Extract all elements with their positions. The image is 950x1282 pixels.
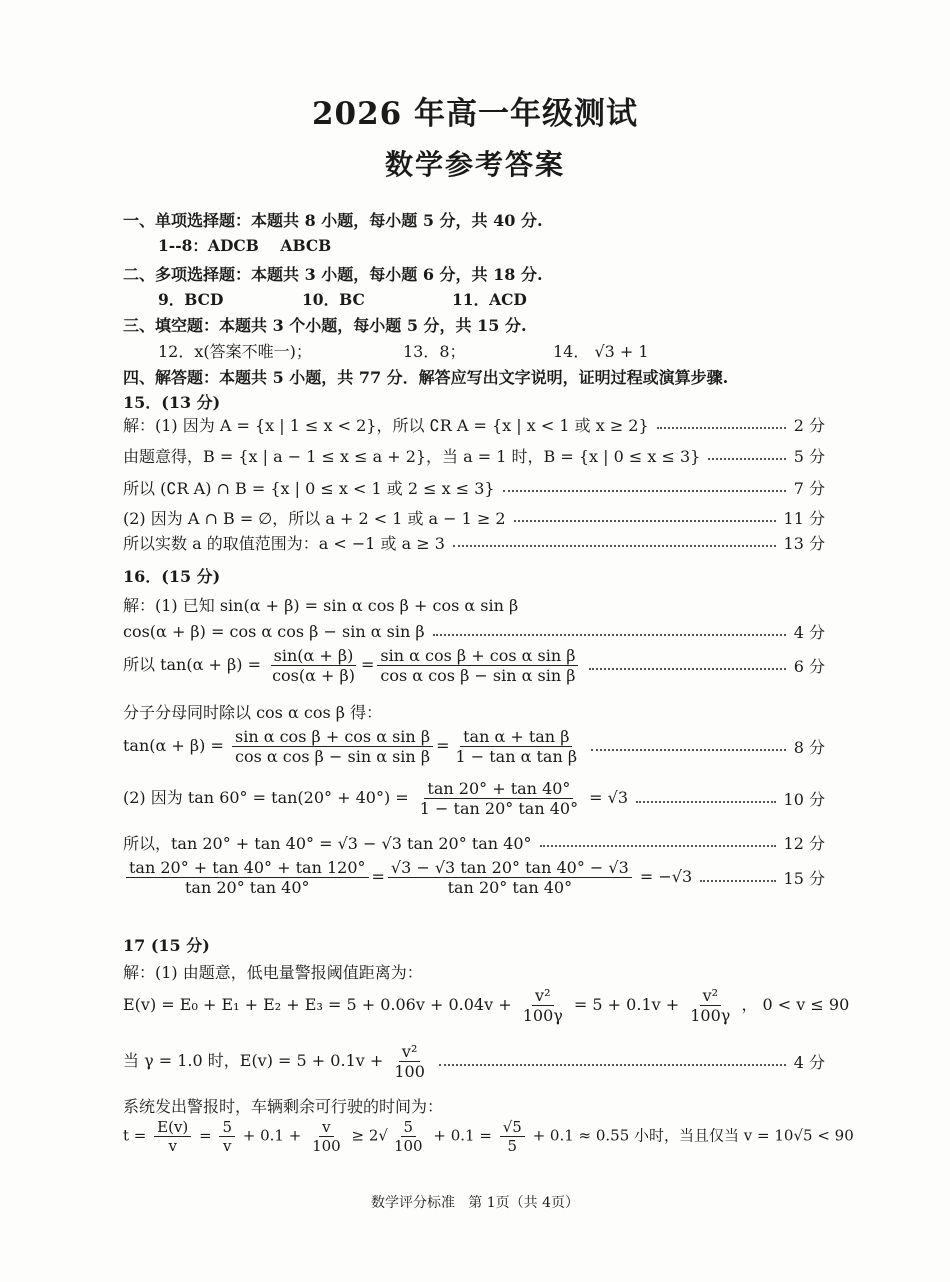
fraction: $\frac{\text{v²}}{100\gamma}$ [690,986,731,1026]
q17-line-4 [123,1094,825,1117]
answer-11: 11．ACD [452,290,527,309]
fraction: $\frac{\text{v²}}{100\gamma}$ [522,986,563,1026]
q17-line-1 [123,960,825,983]
q15-line-4-score: 11 分 [783,509,825,528]
q16-line-3-prefix: 所以 tan(α + β) = [123,655,261,675]
q16-heading: 16．(15 分) [123,567,221,586]
q16-line-4-text: 分子分母同时除以 cos α cos β 得： [123,703,383,722]
q16-line-6 [123,779,825,818]
q16-line-3-score: 6 分 [793,657,825,677]
q16-line-6-prefix: (2) 因为 tan 60° = tan(20° + 40°) = [123,788,409,808]
fraction: $\frac{E(v)}{v}$ [154,1118,191,1155]
fraction: $\frac{\text{tan α + tan β}}{\text{1 − tan α tan β}}$ [455,727,578,767]
dotted-leader [514,520,776,522]
fraction: $\frac{√5}{5}$ [500,1118,525,1155]
fraction: $\frac{√3 - √3 \tan 20^\circ \tan 40^\circ - √3}{\tan 20^\circ \tan 40^\circ}$ [388,858,632,897]
q15-line-2 [123,444,825,467]
q16-line-2-score: 4 分 [793,623,825,642]
fraction: $\frac{\text{sin α cos β + cos α sin β}}{\text{cos α cos β − sin α sin β}}$ [232,727,433,766]
section-single-choice-title: 一、单项选择题：本题共 8 小题，每小题 5 分，共 40 分. [123,211,543,230]
page-title: 2026 年高一年级测试 [311,96,639,132]
q16-line-6-suffix: = √3 [589,788,629,808]
dotted-leader [540,845,776,847]
q15-line-3-score: 7 分 [793,479,825,498]
dotted-leader [503,490,786,492]
dotted-leader [700,880,775,882]
q17-line-3-score: 4 分 [793,1053,825,1073]
q15-line-4 [123,506,825,529]
q16-line-4 [123,700,825,723]
q16-line-8-score: 15 分 [783,869,825,889]
q15-line-5 [123,531,825,554]
dotted-leader [433,634,786,636]
q15-line-2-score: 5 分 [793,447,825,466]
q17-line-2-prefix: E(v) = E₀ + E₁ + E₂ + E₃ = 5 + 0.06v + 0.04v + [123,995,512,1015]
answer-14: 14． √3 + 1 [553,342,649,361]
q16-line-2 [123,620,825,643]
q17-line-1-text: 解：(1) 由题意，低电量警报阈值距离为： [123,963,423,982]
q16-line-2-text: cos(α + β) = cos α cos β − sin α sin β [123,622,425,641]
answer-10: 10．BC [302,290,365,309]
fraction: $\frac{\text{sin α cos β + cos α sin β}}{\text{cos α cos β − sin α sin β}}$ [377,646,578,685]
dotted-leader [657,427,786,429]
q16-line-8-suffix: = −√3 [639,867,693,887]
q16-line-7-score: 12 分 [783,834,825,853]
q15-line-1 [123,413,825,436]
fraction: $\frac{\tan 20^\circ + \tan 40^\circ + \tan 120^\circ}{\tan 20^\circ \tan 40^\circ}$ [126,858,369,897]
q16-line-6-score: 10 分 [783,790,825,810]
q17-line-5: t = $\frac{E(v)}{v}$ = $\frac{5}{v}$ + 0.1 + $\frac{v}{100}$ ≥ 2√ $\frac{5}{100}$ + 0.1 = $\frac{√5}{5}$ + 0.1 ≈ 0.55 小时，当且仅当 v = 10√5 < 90 [123,1118,854,1155]
q17-line-4-text: 系统发出警报时，车辆剩余可行驶的时间为： [123,1097,444,1116]
q16-line-5-prefix: tan(α + β) = [123,736,224,756]
section-solution-title: 四、解答题：本题共 5 小题，共 77 分．解答应写出文字说明，证明过程或演算步骤. [123,368,729,387]
q17-line-2 [123,986,850,1026]
q16-line-5-score: 8 分 [793,738,825,758]
dotted-leader [439,1064,786,1066]
fraction: $\frac{5}{v}$ [219,1118,235,1155]
page-subtitle: 数学参考答案 [384,148,565,181]
q16-line-7 [123,831,825,854]
dotted-leader [591,749,786,751]
fraction: $\frac{\tan 20^\circ + \tan 40^\circ}{1 - \tan 20^\circ \tan 40^\circ}$ [419,779,579,819]
q15-line-1-text: 解：(1) 因为 A = {x | 1 ≤ x < 2}，所以 ∁R A = {x | x < 1 或 x ≥ 2} [123,416,649,435]
q16-line-1 [123,593,825,616]
single-choice-answers: 1--8：ADCB ABCB [158,236,332,255]
q16-line-8: $\frac{\tan 20^\circ + \tan 40^\circ + \tan 120^\circ}{\tan 20^\circ \tan 40^\circ}$ = $\frac{√3 - √3 \tan 20^\circ \tan 40^\circ - √3}{\tan 20^\circ \tan 40^\circ}$ = −√3 15 分 [123,858,825,897]
q16-line-5: tan(α + β) = $\frac{\text{sin α cos β + cos α sin β}}{\text{cos α cos β − sin α sin β}}$ = $\frac{\text{tan α + tan β}}{\text{1 − tan α tan β}}$ 8 分 [123,727,825,767]
q17-heading: 17 (15 分) [123,936,210,955]
fraction: $\frac{v}{100}$ [312,1118,341,1155]
q16-line-1-text: 解：(1) 已知 sin(α + β) = sin α cos β + cos α sin β [123,596,519,615]
answer-12: 12．x(答案不唯一)； [158,342,312,361]
q15-line-5-score: 13 分 [783,534,825,553]
page-footer: 数学评分标准 第 1页（共 4页） [370,1195,580,1211]
q15-line-3-text: 所以 (∁R A) ∩ B = {x | 0 ≤ x < 1 或 2 ≤ x ≤ 3} [123,479,495,498]
q15-heading: 15．(13 分) [123,393,221,412]
fraction: $\frac{\sin(\alpha + \beta)}{\cos(\alpha + \beta)}$ [272,646,355,686]
q16-line-3: 所以 tan(α + β) = $\frac{\sin(\alpha + \beta)}{\cos(\alpha + \beta)}$ = $\frac{\text{sin α cos β + cos α sin β}}{\text{cos α cos β − sin α sin β}}$ 6 分 [123,646,825,686]
dotted-leader [708,458,785,460]
fraction: $\frac{5}{100}$ [393,1118,423,1155]
q17-line-3-prefix: 当 γ = 1.0 时，E(v) = 5 + 0.1v + [123,1051,384,1071]
section-fill-blank-title: 三、填空题：本题共 3 个小题，每小题 5 分，共 15 分. [123,316,527,335]
answer-13: 13．8； [403,342,466,361]
q15-line-3 [123,476,825,499]
dotted-leader [589,668,785,670]
q17-line-2-suffix: ， 0 < v ≤ 90 [741,995,850,1015]
section-multi-choice-title: 二、多项选择题：本题共 3 小题，每小题 6 分，共 18 分. [123,265,543,284]
answer-9: 9．BCD [158,290,224,309]
q15-line-4-text: (2) 因为 A ∩ B = ∅，所以 a + 2 < 1 或 a − 1 ≥ 2 [123,509,506,528]
q17-line-3 [123,1042,825,1081]
q17-line-2-mid: = 5 + 0.1v + [573,995,680,1015]
dotted-leader [453,545,776,547]
q16-line-7-text: 所以，tan 20° + tan 40° = √3 − √3 tan 20° tan 40° [123,834,532,853]
q15-line-5-text: 所以实数 a 的取值范围为：a < −1 或 a ≥ 3 [123,534,445,553]
dotted-leader [636,801,776,803]
q15-line-1-score: 2 分 [793,416,825,435]
fraction: $\frac{\text{v²}}{100}$ [394,1042,425,1082]
q15-line-2-text: 由题意得，B = {x | a − 1 ≤ x ≤ a + 2}，当 a = 1 时，B = {x | 0 ≤ x ≤ 3} [123,447,701,466]
